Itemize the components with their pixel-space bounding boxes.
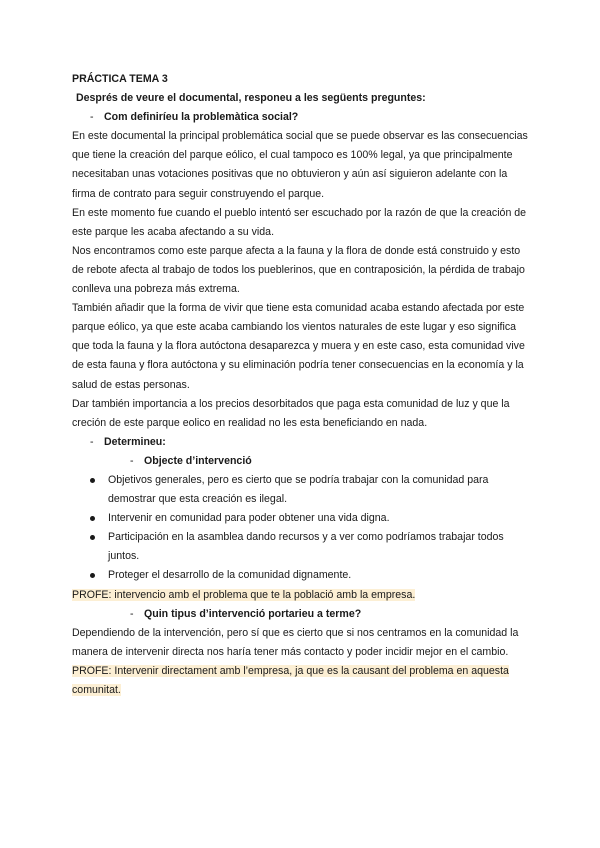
question-1-label: Com definiríeu la problemàtica social?: [104, 111, 299, 124]
list-item: [72, 509, 532, 528]
document-title: PRÁCTICA TEMA 3: [72, 73, 168, 85]
dash-marker: -: [90, 111, 94, 124]
bullet-icon: [90, 516, 95, 521]
paragraph-5: Dar también importancia a los precios desorbitados que paga esta comunidad de luz y que la creción de este parque eolico en realidad no les esta beneficiando en nada.: [72, 397, 510, 429]
paragraph-2: En este momento fue cuando el pueblo intentó ser escuchado por la razón de que la creación de este parque les acaba afectando a su vida.: [72, 206, 527, 238]
teacher-comment-1-text: PROFE: intervencio amb el problema que te la població amb la empresa.: [72, 588, 416, 601]
list-item-text: Participación en la asamblea dando recursos y a ver como podríamos trabajar todos juntos.: [108, 531, 504, 563]
paragraph-4: También añadir que la forma de vivir que tiene esta comunidad acaba estando afectada por este parque eólico, ya que este acaba cambiando los vientos naturales de este lugar y eso significa que toda la fauna y la flora autóctona desaparezca y muera y en este caso, esta comunidad vive de esta fauna y flora autóctona y su eliminación podría tener consecuencias en la economía y la salud de estas personas.: [72, 302, 525, 391]
bullet-icon: [90, 573, 95, 578]
list-item: [72, 566, 532, 585]
subquestion-intervention-type-label: Quin tipus d’intervenció portarieu a terme?: [144, 607, 362, 620]
subquestion-object: [72, 452, 532, 471]
list-item-text: Objetivos generales, pero es cierto que se podría trabajar con la comunidad para demostrar que esta creación es ilegal.: [108, 473, 489, 506]
intervention-answer: Dependiendo de la intervención, pero sí que es cierto que si nos centramos en la comunidad la manera de intervenir directa nos haría tener más contacto y poder incidir mejor en el cambio.: [72, 626, 519, 658]
subquestion-intervention-type: [72, 605, 532, 624]
paragraph-3: Nos encontramos como este parque afecta a la fauna y la flora de donde está construido y esto de rebote afecta al trabajo de todos los pueblerinos, que en contraposición, la pérdida de trabajo conlleva una pobreza más extrema.: [72, 244, 525, 296]
teacher-comment-2-text: PROFE: Intervenir directament amb l’empresa, ja que es la causant del problema en aquesta comunitat.: [72, 664, 509, 696]
bullet-icon: [90, 478, 95, 483]
list-item-text: Intervenir en comunidad para poder obtener una vida digna.: [108, 512, 390, 525]
paragraph-1: En este documental la principal problemática social que se puede observar es las consecuencias que tiene la creación del parque eólico, el cual tampoco es 100% legal, ya que principalmente necesitaban unas votaciones positivas que no obtuvieron y aún así siguieron adelante con la firma de contrato para seguir construyendo el parque.: [72, 130, 528, 200]
intro-instruction: Després de veure el documental, responeu a les següents preguntes:: [76, 92, 426, 105]
question-2-label: Determineu:: [104, 435, 166, 448]
dash-marker: -: [90, 435, 94, 448]
dash-marker: -: [130, 607, 134, 620]
list-item-text: Proteger el desarrollo de la comunidad dignamente.: [108, 569, 352, 582]
subquestion-object-label: Objecte d’intervenció: [144, 454, 252, 467]
question-2: [72, 433, 532, 452]
bullet-icon: [90, 535, 95, 540]
teacher-comment-1: [72, 586, 532, 605]
document-page: [72, 70, 532, 700]
list-item: [72, 528, 532, 566]
objectives-list: [72, 471, 532, 586]
teacher-comment-2: [72, 662, 532, 700]
question-1: [72, 108, 532, 127]
list-item: [72, 471, 532, 509]
dash-marker: -: [130, 454, 134, 467]
